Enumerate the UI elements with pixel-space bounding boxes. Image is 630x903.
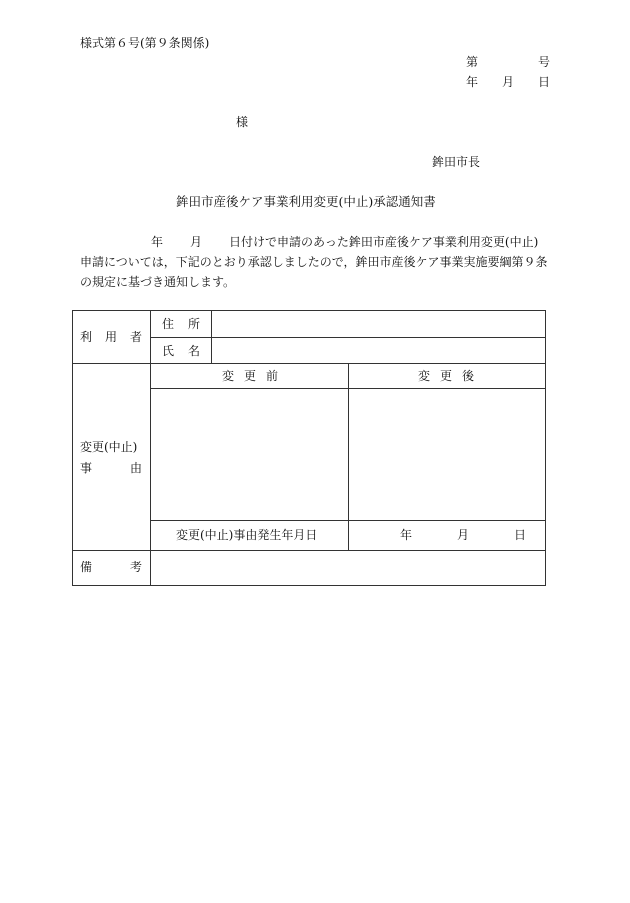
body-month: 月	[190, 235, 203, 249]
issue-date-year: 年	[466, 75, 479, 89]
remarks-label: 備 考	[80, 560, 142, 574]
document-title: 鉾田市産後ケア事業利用変更(中止)承認通知書	[176, 194, 436, 209]
addressee-honorific: 様	[236, 115, 249, 129]
number-suffix: 号	[537, 55, 550, 69]
body-line1: 日付けで申請のあった鉾田市産後ケア事業利用変更(中止)	[229, 235, 539, 249]
address-label: 住 所	[162, 317, 200, 331]
name-field[interactable]	[212, 338, 544, 363]
remarks-field[interactable]	[151, 551, 544, 584]
change-reason-label-line2: 事 由	[80, 461, 142, 475]
occurrence-date-field[interactable]: 年 月 日	[400, 528, 526, 542]
issuer-name: 鉾田市長	[432, 155, 481, 169]
body-line3: の規定に基づき通知します。	[80, 275, 236, 289]
before-change-field[interactable]	[151, 389, 348, 520]
issue-date-month: 月	[501, 75, 514, 89]
number-prefix: 第	[466, 55, 479, 69]
row-divider	[72, 363, 545, 364]
after-change-field[interactable]	[349, 389, 544, 520]
body-year: 年	[151, 235, 164, 249]
occurrence-date-label: 変更(中止)事由発生年月日	[176, 528, 318, 542]
before-change-header: 変 更 前	[222, 369, 278, 383]
issue-date-day: 日	[537, 75, 550, 89]
body-line2: 申請については，下記のとおり承認しましたので，鉾田市産後ケア事業実施要綱第９条	[80, 255, 548, 269]
name-label: 氏 名	[162, 344, 200, 358]
user-label: 利 用 者	[80, 330, 142, 344]
change-reason-label: 変更(中止)	[80, 440, 138, 454]
address-field[interactable]	[212, 311, 544, 337]
after-change-header: 変 更 後	[418, 369, 474, 383]
form-label: 様式第６号(第９条関係)	[80, 36, 210, 50]
